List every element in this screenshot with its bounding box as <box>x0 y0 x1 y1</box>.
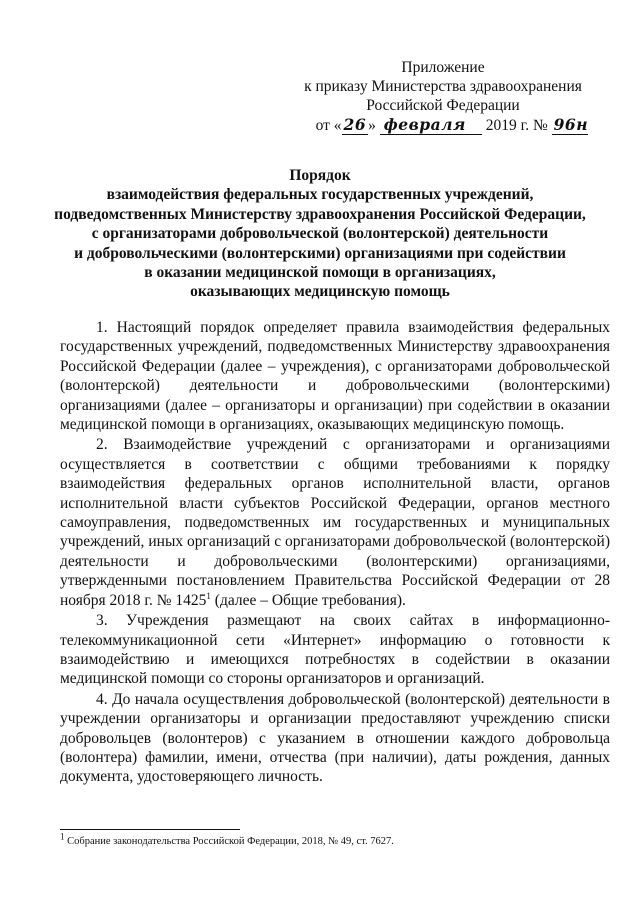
title-line: и добровольческими (волонтерскими) организациями при содействии <box>74 244 566 262</box>
order-date-line <box>298 115 588 135</box>
footnote <box>60 831 610 848</box>
document-title <box>40 166 600 302</box>
title-line: Порядок <box>289 167 351 184</box>
order-day: 26 <box>343 115 367 134</box>
document-body <box>60 318 610 788</box>
order-prefix: от « <box>315 117 342 134</box>
paragraph-2-text: 2. Взаимодействие учреждений с организаторами и организациями осуществляется в соответствии с общими требованиями к порядку взаимодействия федеральных органов исполнительной власти, органов исполнительной власти субъектов Российской Федерации, органов местного самоуправления, подведомственных им государственных и муниципальных учреждений, иных организаций с организаторами добровольческой (волонтерской) деятельности и добровольческими (волонтерскими) организациями, утвержденными постановлением Правительства Российской Федерации от 28 ноября 2018 г. № 1425 <box>60 436 610 609</box>
paragraph-2 <box>60 435 610 610</box>
paragraph-3: 3. Учреждения размещают на своих сайтах в информационно-телекоммуникационной сети «Интернет» информацию о готовности к взаимодействию и имеющихся потребностях в содействии в оказании медицинской помощи со стороны организаторов и организаций. <box>60 612 610 688</box>
appendix-label: Приложение <box>401 59 485 76</box>
appendix-header <box>298 58 588 135</box>
title-line: подведомственных Министерству здравоохранения Российской Федерации, <box>54 205 586 223</box>
title-line: оказывающих медицинскую помощь <box>190 283 450 301</box>
appendix-ministry: Российской Федерации <box>366 97 520 114</box>
title-line: в оказании медицинской помощи в организациях, <box>144 264 496 282</box>
order-quote-close: » <box>368 117 376 134</box>
order-year: 2019 г. № <box>485 117 548 134</box>
order-number: 96н <box>553 115 588 134</box>
title-line: взаимодействия федеральных государственных учреждений, <box>106 186 534 204</box>
order-month: февраля <box>380 115 482 135</box>
footnote-divider <box>60 829 240 830</box>
paragraph-1: 1. Настоящий порядок определяет правила взаимодействия федеральных государственных учреждений, подведомственных Министерству здравоохранения Российской Федерации (далее – учреждения), с организаторами добровольческой (волонтерской) деятельности и добровольческими (волонтерскими) организациями (далее – организаторы и организации) при содействии в оказании медицинской помощи в организациях, оказывающих медицинскую помощь. <box>60 319 610 434</box>
footnote-ref: 1 <box>206 590 211 601</box>
paragraph-2-tail: (далее – Общие требования). <box>210 591 406 609</box>
footnote-text: Собрание законодательства Российской Федерации, 2018, № 49, ст. 7627. <box>64 836 394 847</box>
footnote-marker: 1 <box>60 831 65 842</box>
appendix-order-ref: к приказу Министерства здравоохранения <box>304 78 582 95</box>
paragraph-4: 4. До начала осуществления добровольческой (волонтерской) деятельности в учреждении организаторы и организации предоставляют учреждению списки добровольцев (волонтеров) с указанием в отношении каждого добровольца (волонтера) фамилии, имени, отчества (при наличии), даты рождения, данных документа, удостоверяющего личность. <box>60 690 610 786</box>
title-line: с организаторами добровольческой (волонтерской) деятельности <box>91 225 549 243</box>
